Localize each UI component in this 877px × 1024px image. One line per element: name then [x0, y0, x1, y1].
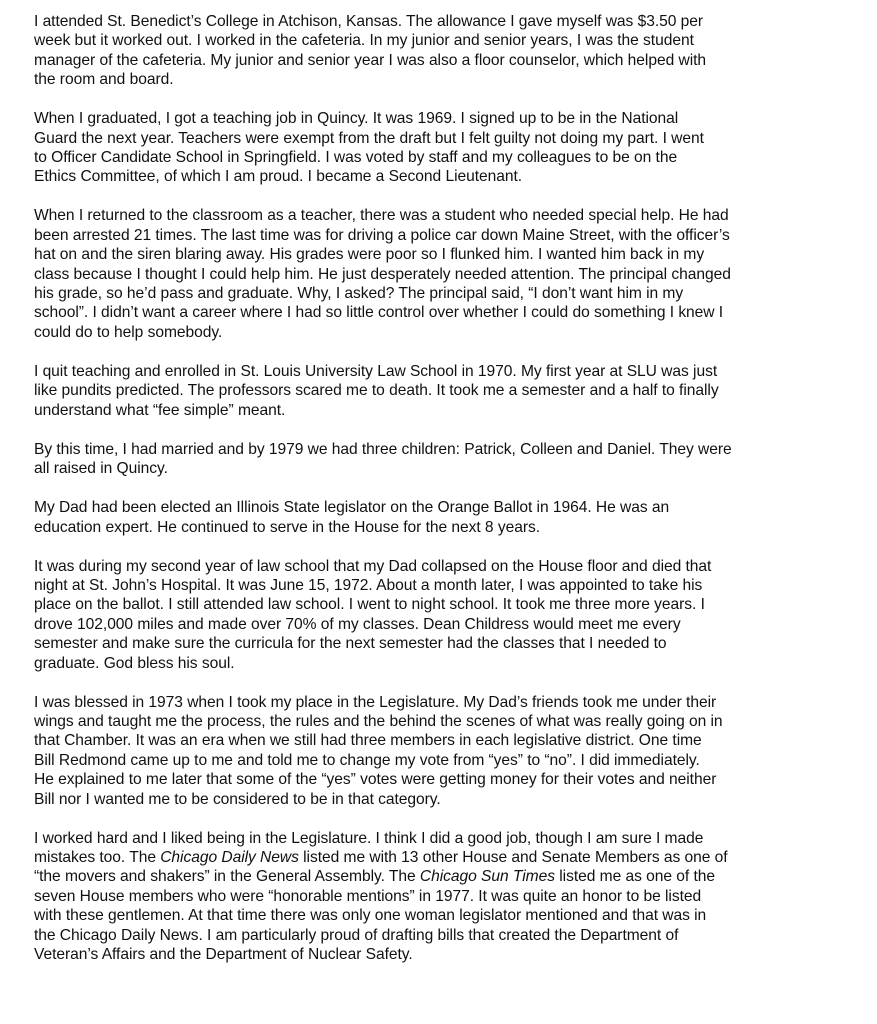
text-line: I worked hard and I liked being in the Legislature. I think I did a good job, though I am sure I made: [34, 829, 704, 847]
text-line: understand what “fee simple” meant.: [34, 401, 286, 419]
text-line: semester and make sure the curricula for the next semester had the classes that I needed to: [34, 635, 667, 653]
text-line: I quit teaching and enrolled in St. Louis University Law School in 1970. My first year at SLU was just: [34, 362, 718, 380]
text-line: the Chicago Daily News. I am particularly proud of drafting bills that created the Department of: [34, 926, 679, 944]
text-line: seven House members who were “honorable mentions” in 1977. It was quite an honor to be listed: [34, 887, 702, 905]
text-line: all raised in Quincy.: [34, 460, 168, 478]
text-line: could do to help somebody.: [34, 323, 223, 341]
text-line: week but it worked out. I worked in the cafeteria. In my junior and senior years, I was the student: [34, 32, 694, 50]
text-line: I attended St. Benedict’s College in Atchison, Kansas. The allowance I gave myself was $3.50 per: [34, 13, 704, 30]
text-line: I was blessed in 1973 when I took my place in the Legislature. My Dad’s friends took me under their: [34, 693, 717, 711]
text-line: to Officer Candidate School in Springfield. I was voted by staff and my colleagues to be on the: [34, 149, 678, 167]
text-line: Bill Redmond came up to me and told me to change my vote from “yes” to “no”. I did immediately.: [34, 751, 700, 769]
text-line: Bill nor I wanted me to be considered to be in that category.: [34, 790, 441, 808]
paragraph-dad-death: [34, 557, 834, 673]
text-line: hat on and the siren blaring away. His grades were poor so I flunked him. I wanted him back in my: [34, 246, 705, 264]
text-line: wings and taught me the process, the rules and the behind the scenes of what was really going on in: [34, 712, 723, 730]
newspaper-title: Chicago Sun Times: [419, 868, 555, 886]
text-line: manager of the cafeteria. My junior and senior year I was also a floor counselor, which helped with: [34, 51, 707, 69]
paragraph-student: [34, 206, 834, 342]
text-line: his grade, so he’d pass and graduate. Why, I asked? The principal said, “I don’t want him in my: [34, 285, 684, 303]
text-line: When I graduated, I got a teaching job in Quincy. It was 1969. I signed up to be in the National: [34, 110, 679, 128]
text-line: class because I thought I could help him. He just desperately needed attention. The principal changed: [34, 265, 731, 283]
paragraph-family: [34, 440, 834, 479]
text-run: listed me with 13 other House and Senate Members as one of: [298, 848, 728, 866]
text-line: Veteran’s Affairs and the Department of Nuclear Safety.: [34, 946, 413, 963]
text-line: education expert. He continued to serve in the House for the next 8 years.: [34, 518, 540, 536]
text-run: “the movers and shakers” in the General Assembly. The: [34, 868, 420, 886]
text-line: graduate. God bless his soul.: [34, 654, 235, 672]
text-line: that Chamber. It was an era when we still had three members in each legislative district. One time: [34, 732, 702, 750]
text-line: the room and board.: [34, 71, 174, 89]
text-run: mistakes too. The: [34, 848, 161, 866]
text-line: It was during my second year of law school that my Dad collapsed on the House floor and died that: [34, 557, 712, 575]
paragraph-legislature: [34, 693, 834, 809]
paragraph-dad-legislator: [34, 498, 834, 537]
text-line: When I returned to the classroom as a teacher, there was a student who needed special help. He had: [34, 207, 729, 225]
text-line: place on the ballot. I still attended law school. I went to night school. It took me three more years. I: [34, 596, 705, 614]
paragraph-law-school: [34, 362, 834, 420]
text-line: [34, 867, 834, 886]
text-line: been arrested 21 times. The last time was for driving a police car down Maine Street, with the officer’s: [34, 226, 730, 244]
text-line: By this time, I had married and by 1979 we had three children: Patrick, Colleen and Daniel. They were: [34, 440, 732, 458]
text-line: like pundits predicted. The professors scared me to death. It took me a semester and a half to finally: [34, 382, 719, 400]
text-line: night at St. John’s Hospital. It was June 15, 1972. About a month later, I was appointed to take his: [34, 576, 703, 594]
newspaper-title: Chicago Daily News: [160, 848, 299, 866]
paragraph-recognition: [34, 829, 834, 965]
text-line: Guard the next year. Teachers were exempt from the draft but I felt guilty not doing my part. I went: [34, 129, 704, 147]
text-line: school”. I didn’t want a career where I had so little control over whether I could do something I knew I: [34, 304, 724, 322]
text-run: listed me as one of the: [554, 868, 716, 886]
document-page: [34, 12, 834, 964]
text-line: My Dad had been elected an Illinois State legislator on the Orange Ballot in 1964. He was an: [34, 499, 670, 517]
paragraph-college: [34, 12, 834, 90]
text-line: drove 102,000 miles and made over 70% of my classes. Dean Childress would meet me every: [34, 615, 681, 633]
text-line: Ethics Committee, of which I am proud. I became a Second Lieutenant.: [34, 168, 523, 186]
text-line: He explained to me later that some of the “yes” votes were getting money for their votes and neither: [34, 771, 717, 789]
paragraph-teaching-guard: [34, 109, 834, 187]
text-line: [34, 848, 834, 867]
text-line: with these gentlemen. At that time there was only one woman legislator mentioned and that was in: [34, 907, 707, 925]
